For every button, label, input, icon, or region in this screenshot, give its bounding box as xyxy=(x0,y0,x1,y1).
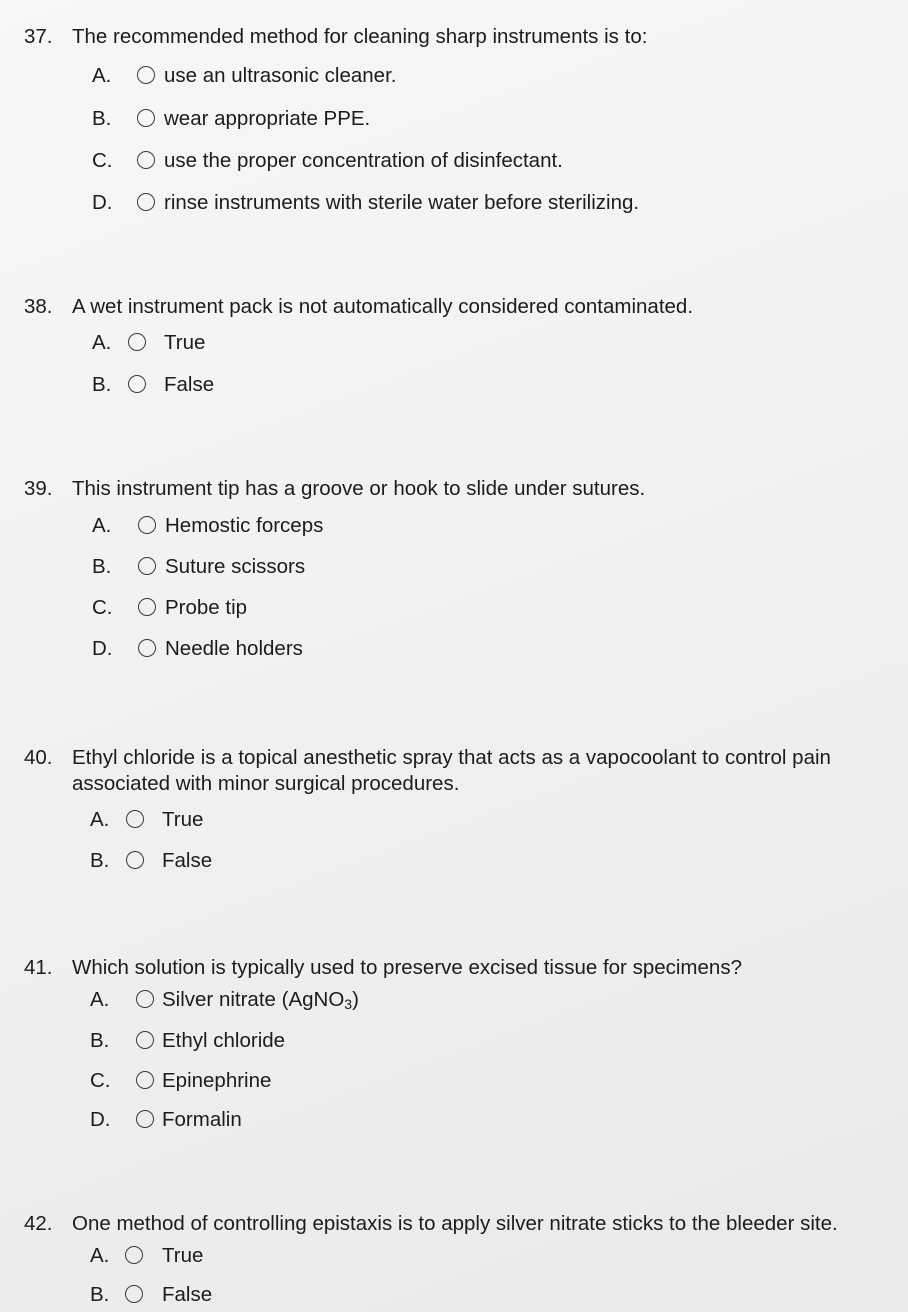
option-letter: B. xyxy=(90,849,110,872)
option-label xyxy=(162,986,359,1018)
option-letter: B. xyxy=(90,1283,110,1306)
option-letter: C. xyxy=(90,1069,111,1092)
radio-button[interactable] xyxy=(138,598,156,616)
radio-button[interactable] xyxy=(138,639,156,657)
question-text-line2: associated with minor surgical procedures. xyxy=(72,772,460,795)
radio-button[interactable] xyxy=(138,516,156,534)
question-text: One method of controlling epistaxis is to apply silver nitrate sticks to the bleeder site. xyxy=(72,1212,838,1235)
option-label: True xyxy=(162,808,204,831)
option-letter: A. xyxy=(92,514,112,537)
option-label: use an ultrasonic cleaner. xyxy=(164,64,397,87)
option-label: use the proper concentration of disinfectant. xyxy=(164,149,563,172)
option-letter: A. xyxy=(90,988,110,1011)
question-text: A wet instrument pack is not automatically considered contaminated. xyxy=(72,295,694,318)
option-letter: D. xyxy=(90,1108,111,1131)
radio-button[interactable] xyxy=(136,1110,154,1128)
option-label: True xyxy=(162,1244,204,1267)
radio-button[interactable] xyxy=(137,66,155,84)
radio-button[interactable] xyxy=(138,557,156,575)
radio-button[interactable] xyxy=(128,333,146,351)
radio-button[interactable] xyxy=(126,851,144,869)
option-label-main: Silver nitrate (AgNO xyxy=(162,988,345,1011)
option-label: Probe tip xyxy=(165,596,248,619)
radio-button[interactable] xyxy=(137,151,155,169)
option-label: Ethyl chloride xyxy=(162,1029,286,1052)
question-text: This instrument tip has a groove or hook to slide under sutures. xyxy=(72,477,646,500)
radio-button[interactable] xyxy=(126,810,144,828)
radio-button[interactable] xyxy=(128,375,146,393)
radio-button[interactable] xyxy=(136,1071,154,1089)
option-letter: B. xyxy=(92,373,112,396)
question-number: 42. xyxy=(24,1212,53,1235)
radio-button[interactable] xyxy=(137,193,155,211)
option-label: True xyxy=(164,331,206,354)
option-label: wear appropriate PPE. xyxy=(164,107,371,130)
question-number: 37. xyxy=(24,25,53,48)
option-label: Formalin xyxy=(162,1108,242,1131)
radio-button[interactable] xyxy=(137,109,155,127)
option-letter: A. xyxy=(92,331,112,354)
option-letter: C. xyxy=(92,149,113,172)
option-letter: B. xyxy=(92,107,112,130)
radio-button[interactable] xyxy=(125,1246,143,1264)
radio-button[interactable] xyxy=(136,1031,154,1049)
radio-button[interactable] xyxy=(136,990,154,1008)
option-letter: A. xyxy=(90,1244,110,1267)
option-label: False xyxy=(162,849,213,872)
option-letter: B. xyxy=(90,1029,110,1052)
question-text: Which solution is typically used to preserve excised tissue for specimens? xyxy=(72,956,742,979)
option-letter: A. xyxy=(92,64,112,87)
option-label: False xyxy=(164,373,215,396)
option-label: Epinephrine xyxy=(162,1069,272,1092)
option-label: rinse instruments with sterile water before sterilizing. xyxy=(164,191,640,214)
radio-button[interactable] xyxy=(125,1285,143,1303)
question-number: 38. xyxy=(24,295,53,318)
option-label: False xyxy=(162,1283,213,1306)
option-letter: D. xyxy=(92,637,113,660)
question-number: 39. xyxy=(24,477,53,500)
subscript-3: 3 xyxy=(344,996,353,1012)
question-number: 40. xyxy=(24,746,53,769)
option-letter: D. xyxy=(92,191,113,214)
option-letter: C. xyxy=(92,596,113,619)
option-label: Suture scissors xyxy=(165,555,306,578)
question-text: The recommended method for cleaning sharp instruments is to: xyxy=(72,25,648,48)
option-letter: A. xyxy=(90,808,110,831)
option-label: Needle holders xyxy=(165,637,303,660)
question-text-line1: Ethyl chloride is a topical anesthetic spray that acts as a vapocoolant to control pain xyxy=(72,746,831,769)
option-label-end: ) xyxy=(352,988,359,1011)
question-number: 41. xyxy=(24,956,53,979)
option-label: Hemostic forceps xyxy=(165,514,324,537)
option-letter: B. xyxy=(92,555,112,578)
